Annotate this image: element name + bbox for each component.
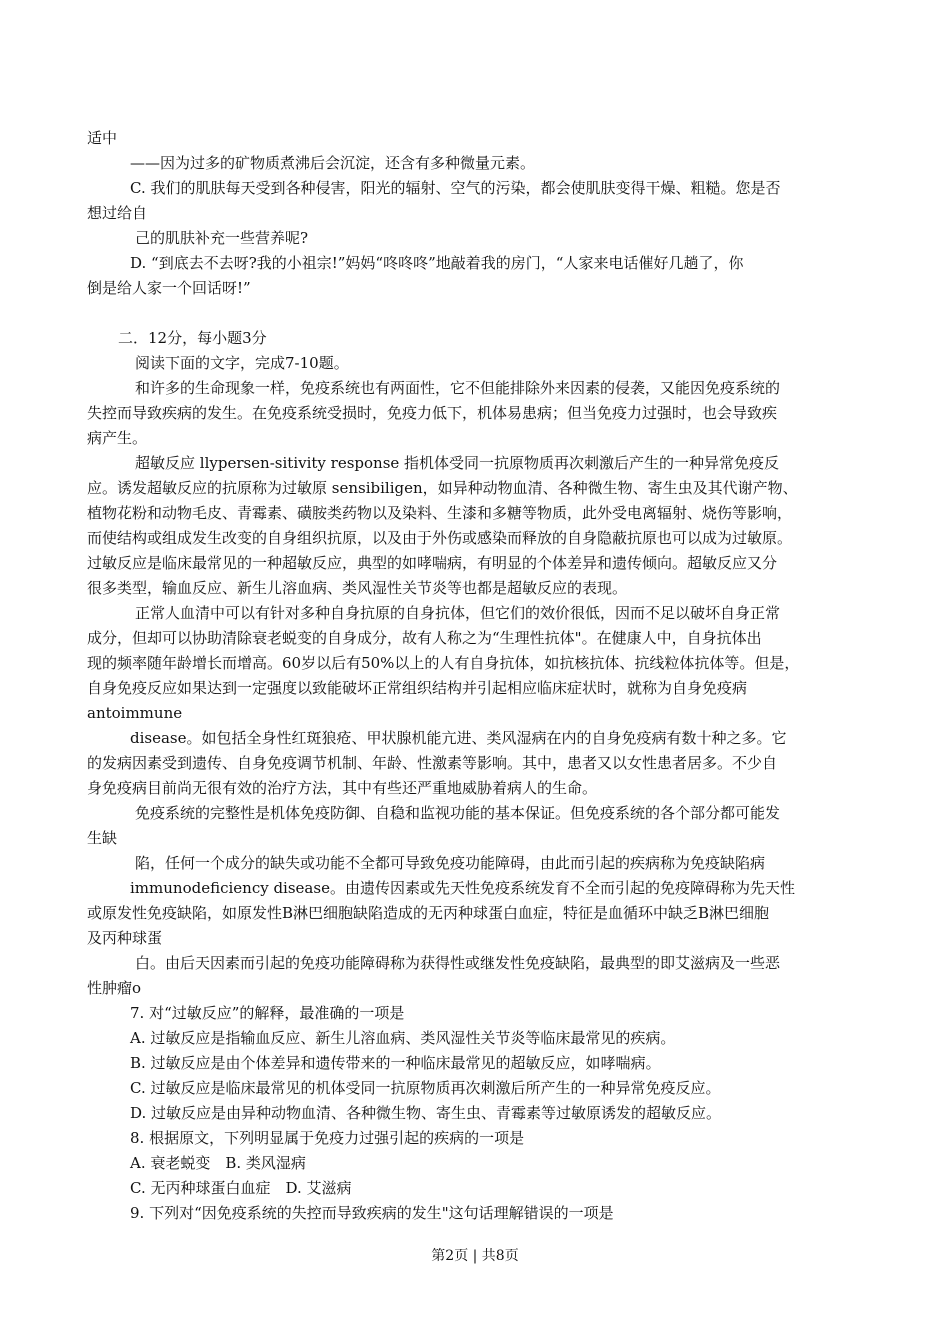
question-7-option-b: B. 过敏反应是由个体差异和遗传带来的一种临床最常见的超敏反应，如哮喘病。 bbox=[130, 1054, 661, 1072]
option-d-line: D. “到底去不去呀?我的小祖宗!”妈妈“咚咚咚”地敲着我的房门，“人家来电话催好几趟了，你 bbox=[130, 254, 744, 272]
question-7-option-c: C. 过敏反应是临床最常见的机体受同一抗原物质再次刺激后所产生的一种异常免疫反应。 bbox=[130, 1079, 721, 1097]
passage-line: 和许多的生命现象一样，免疫系统也有两面性，它不但能排除外来因素的侵袭，又能因免疫系统的 bbox=[135, 379, 781, 397]
passage-line: 生缺 bbox=[87, 829, 118, 847]
passage-line: immunodeficiency disease。由遗传因素或先天性免疫系统发育不全而引起的免疫障碍称为先天性 bbox=[130, 879, 795, 897]
text-line-7: 倒是给人家一个回话呀!” bbox=[87, 279, 251, 297]
passage-line: 应。诱发超敏反应的抗原称为过敏原 sensibiligen，如异种动物血清、各种微生物、寄生虫及其代谢产物、 bbox=[87, 479, 798, 497]
passage-line: 身免疫病目前尚无很有效的治疗方法，其中有些还严重地威胁着病人的生命。 bbox=[87, 779, 598, 797]
passage-line: 正常人血清中可以有针对多种自身抗原的自身抗体，但它们的效价很低，因而不足以破坏自身正常 bbox=[135, 604, 781, 622]
passage-line: 自身免疫反应如果达到一定强度以致能破坏正常组织结构并引起相应临床症状时，就称为自身免疫病 bbox=[87, 679, 748, 697]
passage-line: disease。如包括全身性红斑狼疮、甲状腺机能亢进、类风湿病在内的自身免疫病有数十种之多。它 bbox=[130, 729, 787, 747]
text-line-4: 想过给自 bbox=[87, 204, 148, 222]
passage-line: antoimmune bbox=[87, 704, 183, 722]
text-line-5: 己的肌肤补充一些营养呢? bbox=[135, 229, 309, 247]
passage-line: 的发病因素受到遗传、自身免疫调节机制、年龄、性激素等影响。其中，患者又以女性患者居多。不少自 bbox=[87, 754, 778, 772]
passage-line: 性肿瘤o bbox=[87, 979, 142, 997]
passage-line: 成分，但却可以协助清除衰老蜕变的自身成分，故有人称之为“生理性抗体"。在健康人中，自身抗体出 bbox=[87, 629, 762, 647]
passage-line: 免疫系统的完整性是机体免疫防御、自稳和监视功能的基本保证。但免疫系统的各个部分都可能发 bbox=[135, 804, 781, 822]
passage-line: 而使结构或组成发生改变的自身组织抗原，以及由于外伤或感染而释放的自身隐蔽抗原也可以成为过敏原。 bbox=[87, 529, 793, 547]
question-7-option-d: D. 过敏反应是由异种动物血清、各种微生物、寄生虫、青霉素等过敏原诱发的超敏反应。 bbox=[130, 1104, 722, 1122]
passage-line: 及丙种球蛋 bbox=[87, 929, 163, 947]
reading-instruction: 阅读下面的文字，完成7-10题。 bbox=[135, 354, 349, 372]
question-8-options-cd: C. 无丙种球蛋白血症 D. 艾滋病 bbox=[130, 1179, 352, 1197]
section-heading: 二．12分，每小题3分 bbox=[118, 329, 267, 347]
question-7-option-a: A. 过敏反应是指输血反应、新生儿溶血病、类风湿性关节炎等临床最常见的疾病。 bbox=[130, 1029, 676, 1047]
page-footer: 第2页 | 共8页 bbox=[431, 1248, 519, 1264]
passage-line: 失控而导致疾病的发生。在免疫系统受损时，免疫力低下，机体易患病；但当免疫力过强时，也会导致疾 bbox=[87, 404, 778, 422]
question-8: 8. 根据原文，下列明显属于免疫力过强引起的疾病的一项是 bbox=[130, 1129, 525, 1147]
question-8-options-ab: A. 衰老蜕变 B. 类风湿病 bbox=[130, 1154, 306, 1172]
passage-line: 陷，任何一个成分的缺失或功能不全都可导致免疫功能障碍，由此而引起的疾病称为免疫缺陷病 bbox=[135, 854, 766, 872]
passage-line: 现的频率随年龄增长而增高。60岁以后有50%以上的人有自身抗体，如抗核抗体、抗线粒体抗体等。但是， bbox=[87, 654, 800, 672]
option-c-line: C. 我们的肌肤每天受到各种侵害，阳光的辐射、空气的污染，都会使肌肤变得干燥、粗糙。您是否 bbox=[130, 179, 781, 197]
question-9: 9. 下列对“因免疫系统的失控而导致疾病的发生"这句话理解错误的一项是 bbox=[130, 1204, 614, 1222]
question-7: 7. 对“过敏反应”的解释，最准确的一项是 bbox=[130, 1004, 405, 1022]
text-line-2: ——因为过多的矿物质煮沸后会沉淀，还含有多种微量元素。 bbox=[130, 154, 536, 172]
passage-line: 过敏反应是临床最常见的一种超敏反应，典型的如哮喘病，有明显的个体差异和遗传倾向。超敏反应又分 bbox=[87, 554, 778, 572]
passage-line: 很多类型，输血反应、新生儿溶血病、类风湿性关节炎等也都是超敏反应的表现。 bbox=[87, 579, 628, 597]
text-line-1: 适中 bbox=[87, 129, 118, 147]
passage-line: 病产生。 bbox=[87, 429, 148, 447]
passage-line: 植物花粉和动物毛皮、青霉素、磺胺类药物以及染料、生漆和多糖等物质，此外受电离辐射、烧伤等影响， bbox=[87, 504, 793, 522]
passage-line: 白。由后天因素而引起的免疫功能障碍称为获得性或继发性免疫缺陷，最典型的即艾滋病及一些恶 bbox=[135, 954, 781, 972]
passage-line: 或原发性免疫缺陷，如原发性B淋巴细胞缺陷造成的无丙种球蛋白血症，特征是血循环中缺乏B淋巴细胞 bbox=[87, 904, 770, 922]
passage-line: 超敏反应 llypersen-sitivity response 指机体受同一抗原物质再次刺激后产生的一种异常免疫反 bbox=[135, 454, 780, 472]
